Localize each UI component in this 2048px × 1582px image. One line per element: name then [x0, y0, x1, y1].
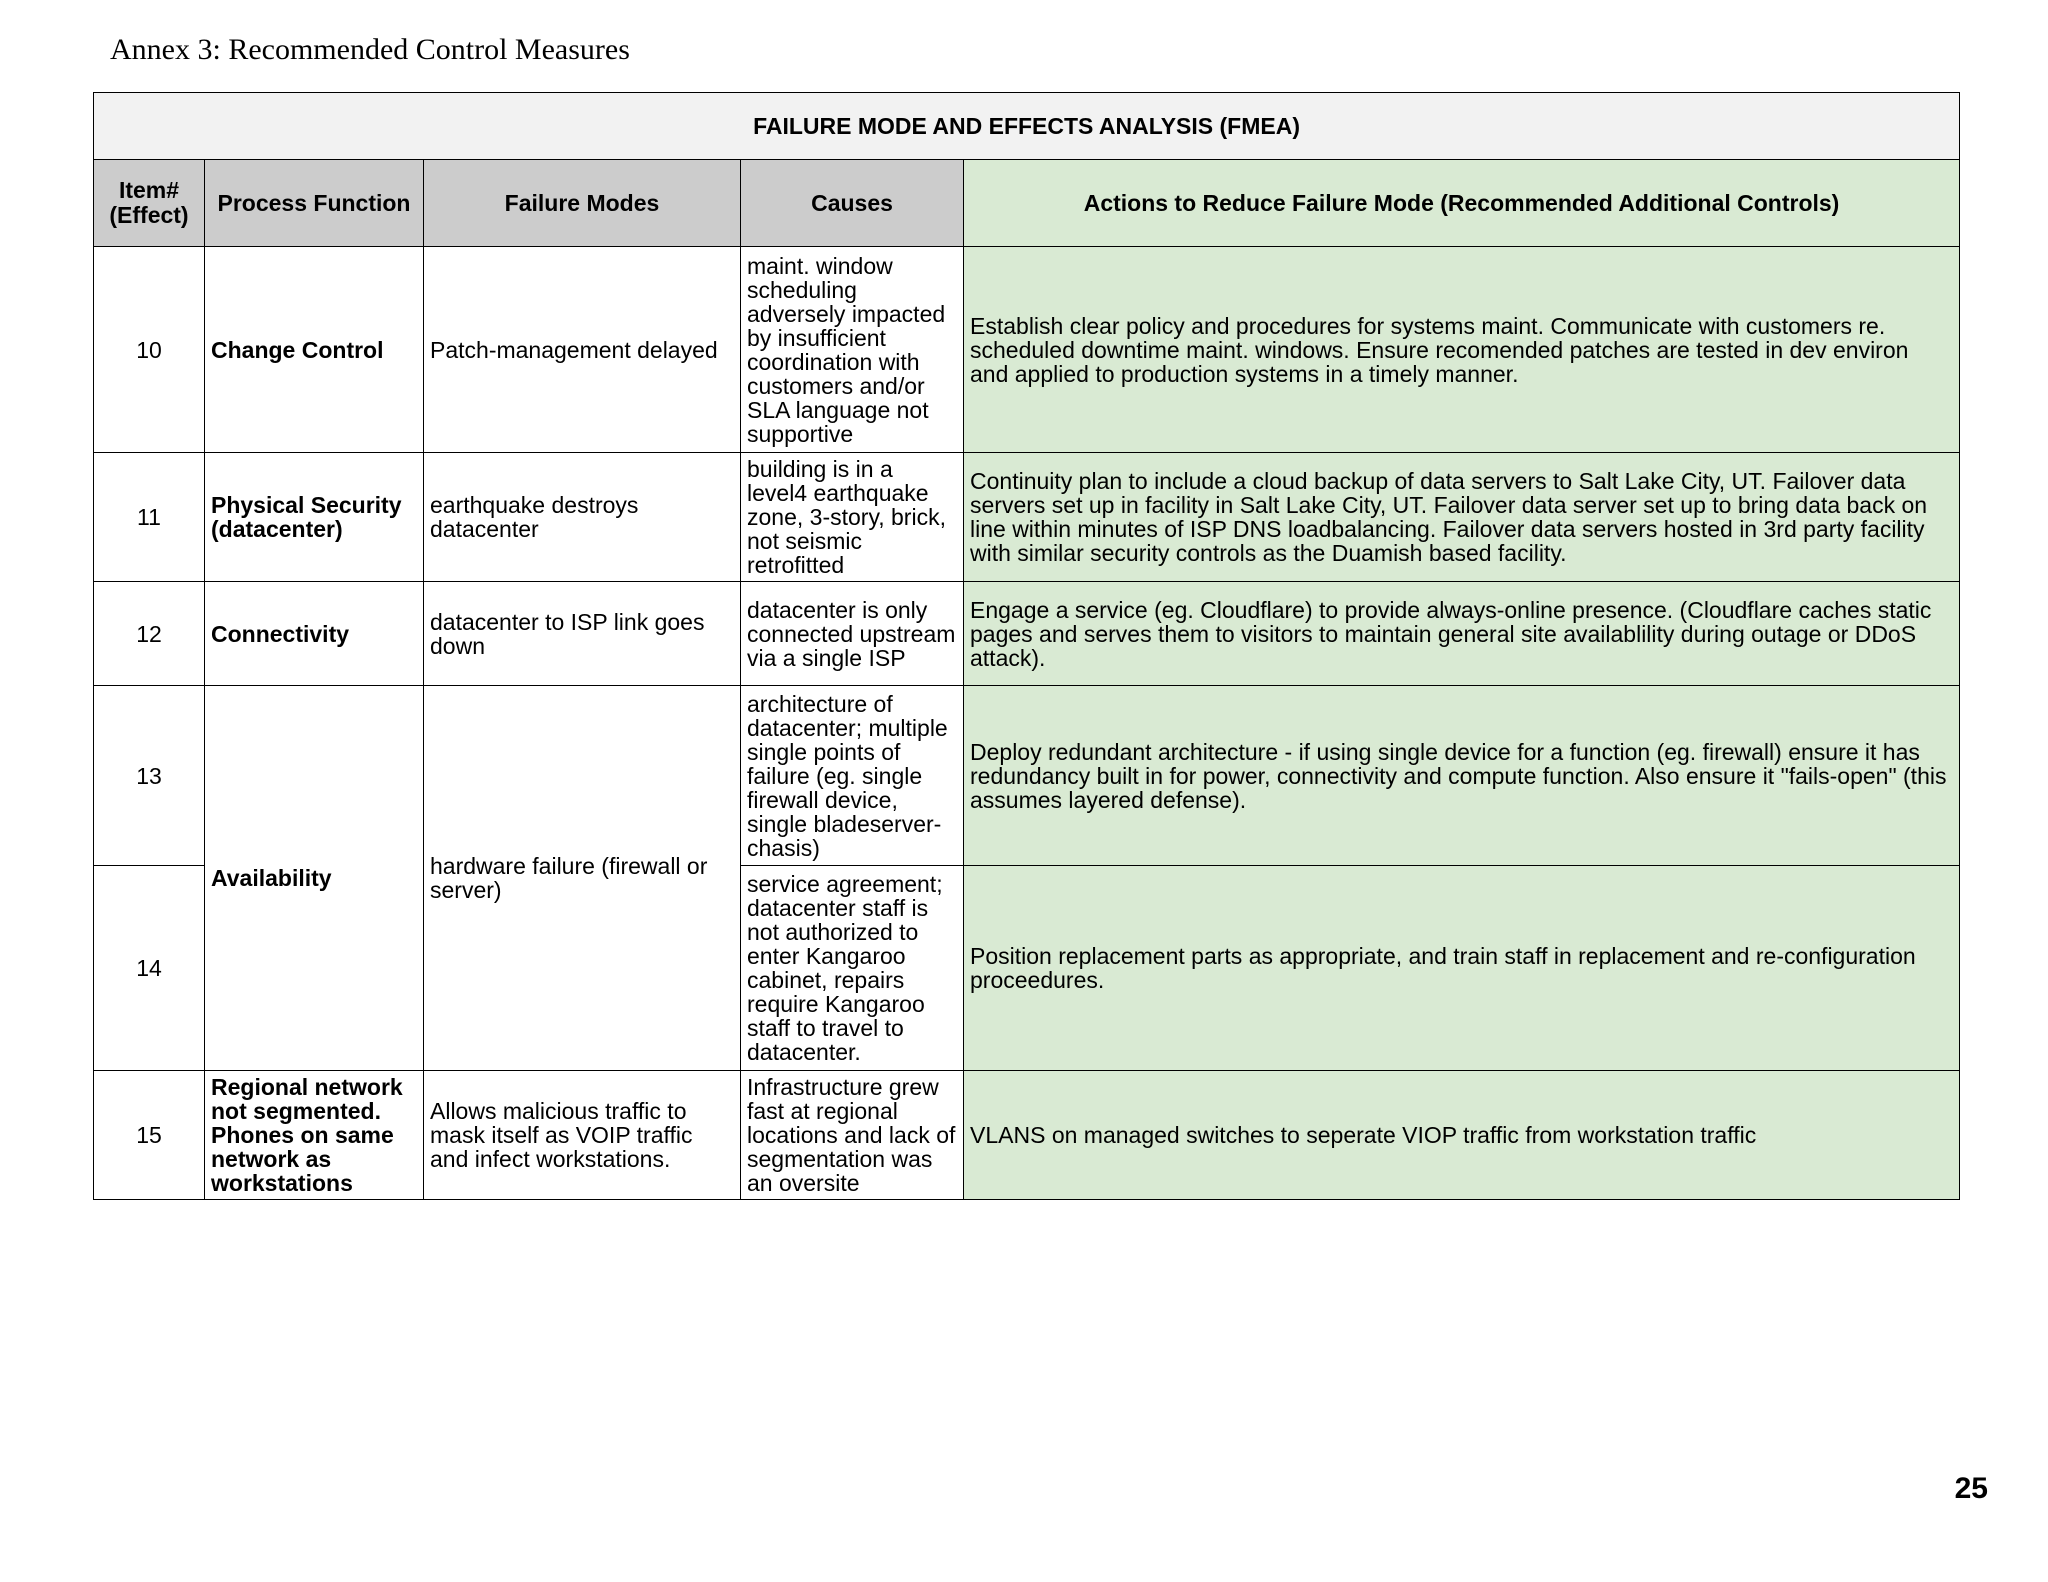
item-number: 12 — [94, 582, 205, 686]
cause: maint. window scheduling adversely impacted by insufficient coordination with customers and/or SLA language not supportive — [741, 247, 964, 453]
header-process-function: Process Function — [205, 160, 424, 247]
process-function: Connectivity — [205, 582, 424, 686]
failure-mode: Allows malicious traffic to mask itself as VOIP traffic and infect workstations. — [424, 1071, 741, 1200]
failure-mode: Patch-management delayed — [424, 247, 741, 453]
header-item: Item# (Effect) — [94, 160, 205, 247]
page-number: 25 — [1954, 1472, 1988, 1505]
header-actions: Actions to Reduce Failure Mode (Recommended Additional Controls) — [964, 160, 1960, 247]
page-title: Annex 3: Recommended Control Measures — [110, 33, 630, 66]
item-number: 14 — [94, 866, 205, 1071]
header-row — [94, 160, 1960, 247]
cause: service agreement; datacenter staff is not authorized to enter Kangaroo cabinet, repairs require Kangaroo staff to travel to datacenter. — [741, 866, 964, 1071]
table-banner: FAILURE MODE AND EFFECTS ANALYSIS (FMEA) — [94, 93, 1960, 160]
cause: Infrastructure grew fast at regional locations and lack of segmentation was an oversite — [741, 1071, 964, 1200]
action: Establish clear policy and procedures for systems maint. Communicate with customers re. scheduled downtime maint. windows. Ensure recomended patches are tested in dev environ and applied to production systems in a timely manner. — [964, 247, 1960, 453]
table-row — [94, 453, 1960, 582]
item-number: 10 — [94, 247, 205, 453]
process-function: Physical Security (datacenter) — [205, 453, 424, 582]
action: VLANS on managed switches to seperate VIOP traffic from workstation traffic — [964, 1071, 1960, 1200]
header-causes: Causes — [741, 160, 964, 247]
failure-mode: datacenter to ISP link goes down — [424, 582, 741, 686]
cause: datacenter is only connected upstream via a single ISP — [741, 582, 964, 686]
cause: building is in a level4 earthquake zone, 3-story, brick, not seismic retrofitted — [741, 453, 964, 582]
table-row — [94, 1071, 1960, 1200]
process-function: Availability — [205, 686, 424, 1071]
action: Position replacement parts as appropriate, and train staff in replacement and re-configuration proceedures. — [964, 866, 1960, 1071]
item-number: 15 — [94, 1071, 205, 1200]
table-row — [94, 582, 1960, 686]
header-failure-modes: Failure Modes — [424, 160, 741, 247]
action: Engage a service (eg. Cloudflare) to provide always-online presence. (Cloudflare caches static pages and serves them to visitors to maintain general site availablility during outage or DDoS attack). — [964, 582, 1960, 686]
item-number: 13 — [94, 686, 205, 866]
item-number: 11 — [94, 453, 205, 582]
action: Deploy redundant architecture - if using single device for a function (eg. firewall) ensure it has redundancy built in for power, connectivity and compute function. Also ensure it "fails-open" (this assumes layered defense). — [964, 686, 1960, 866]
failure-mode: hardware failure (firewall or server) — [424, 686, 741, 1071]
table-row — [94, 247, 1960, 453]
action: Continuity plan to include a cloud backup of data servers to Salt Lake City, UT. Failover data servers set up in facility in Salt Lake City, UT. Failover data server set up to bring data back on line within minutes of ISP DNS loadbalancing. Failover data servers hosted in 3rd party facility with similar security controls as the Duamish based facility. — [964, 453, 1960, 582]
process-function: Change Control — [205, 247, 424, 453]
table-row — [94, 686, 1960, 866]
failure-mode: earthquake destroys datacenter — [424, 453, 741, 582]
fmea-table — [93, 92, 1960, 1200]
cause: architecture of datacenter; multiple single points of failure (eg. single firewall device, single bladeserver-chasis) — [741, 686, 964, 866]
process-function: Regional network not segmented. Phones on same network as workstations — [205, 1071, 424, 1200]
